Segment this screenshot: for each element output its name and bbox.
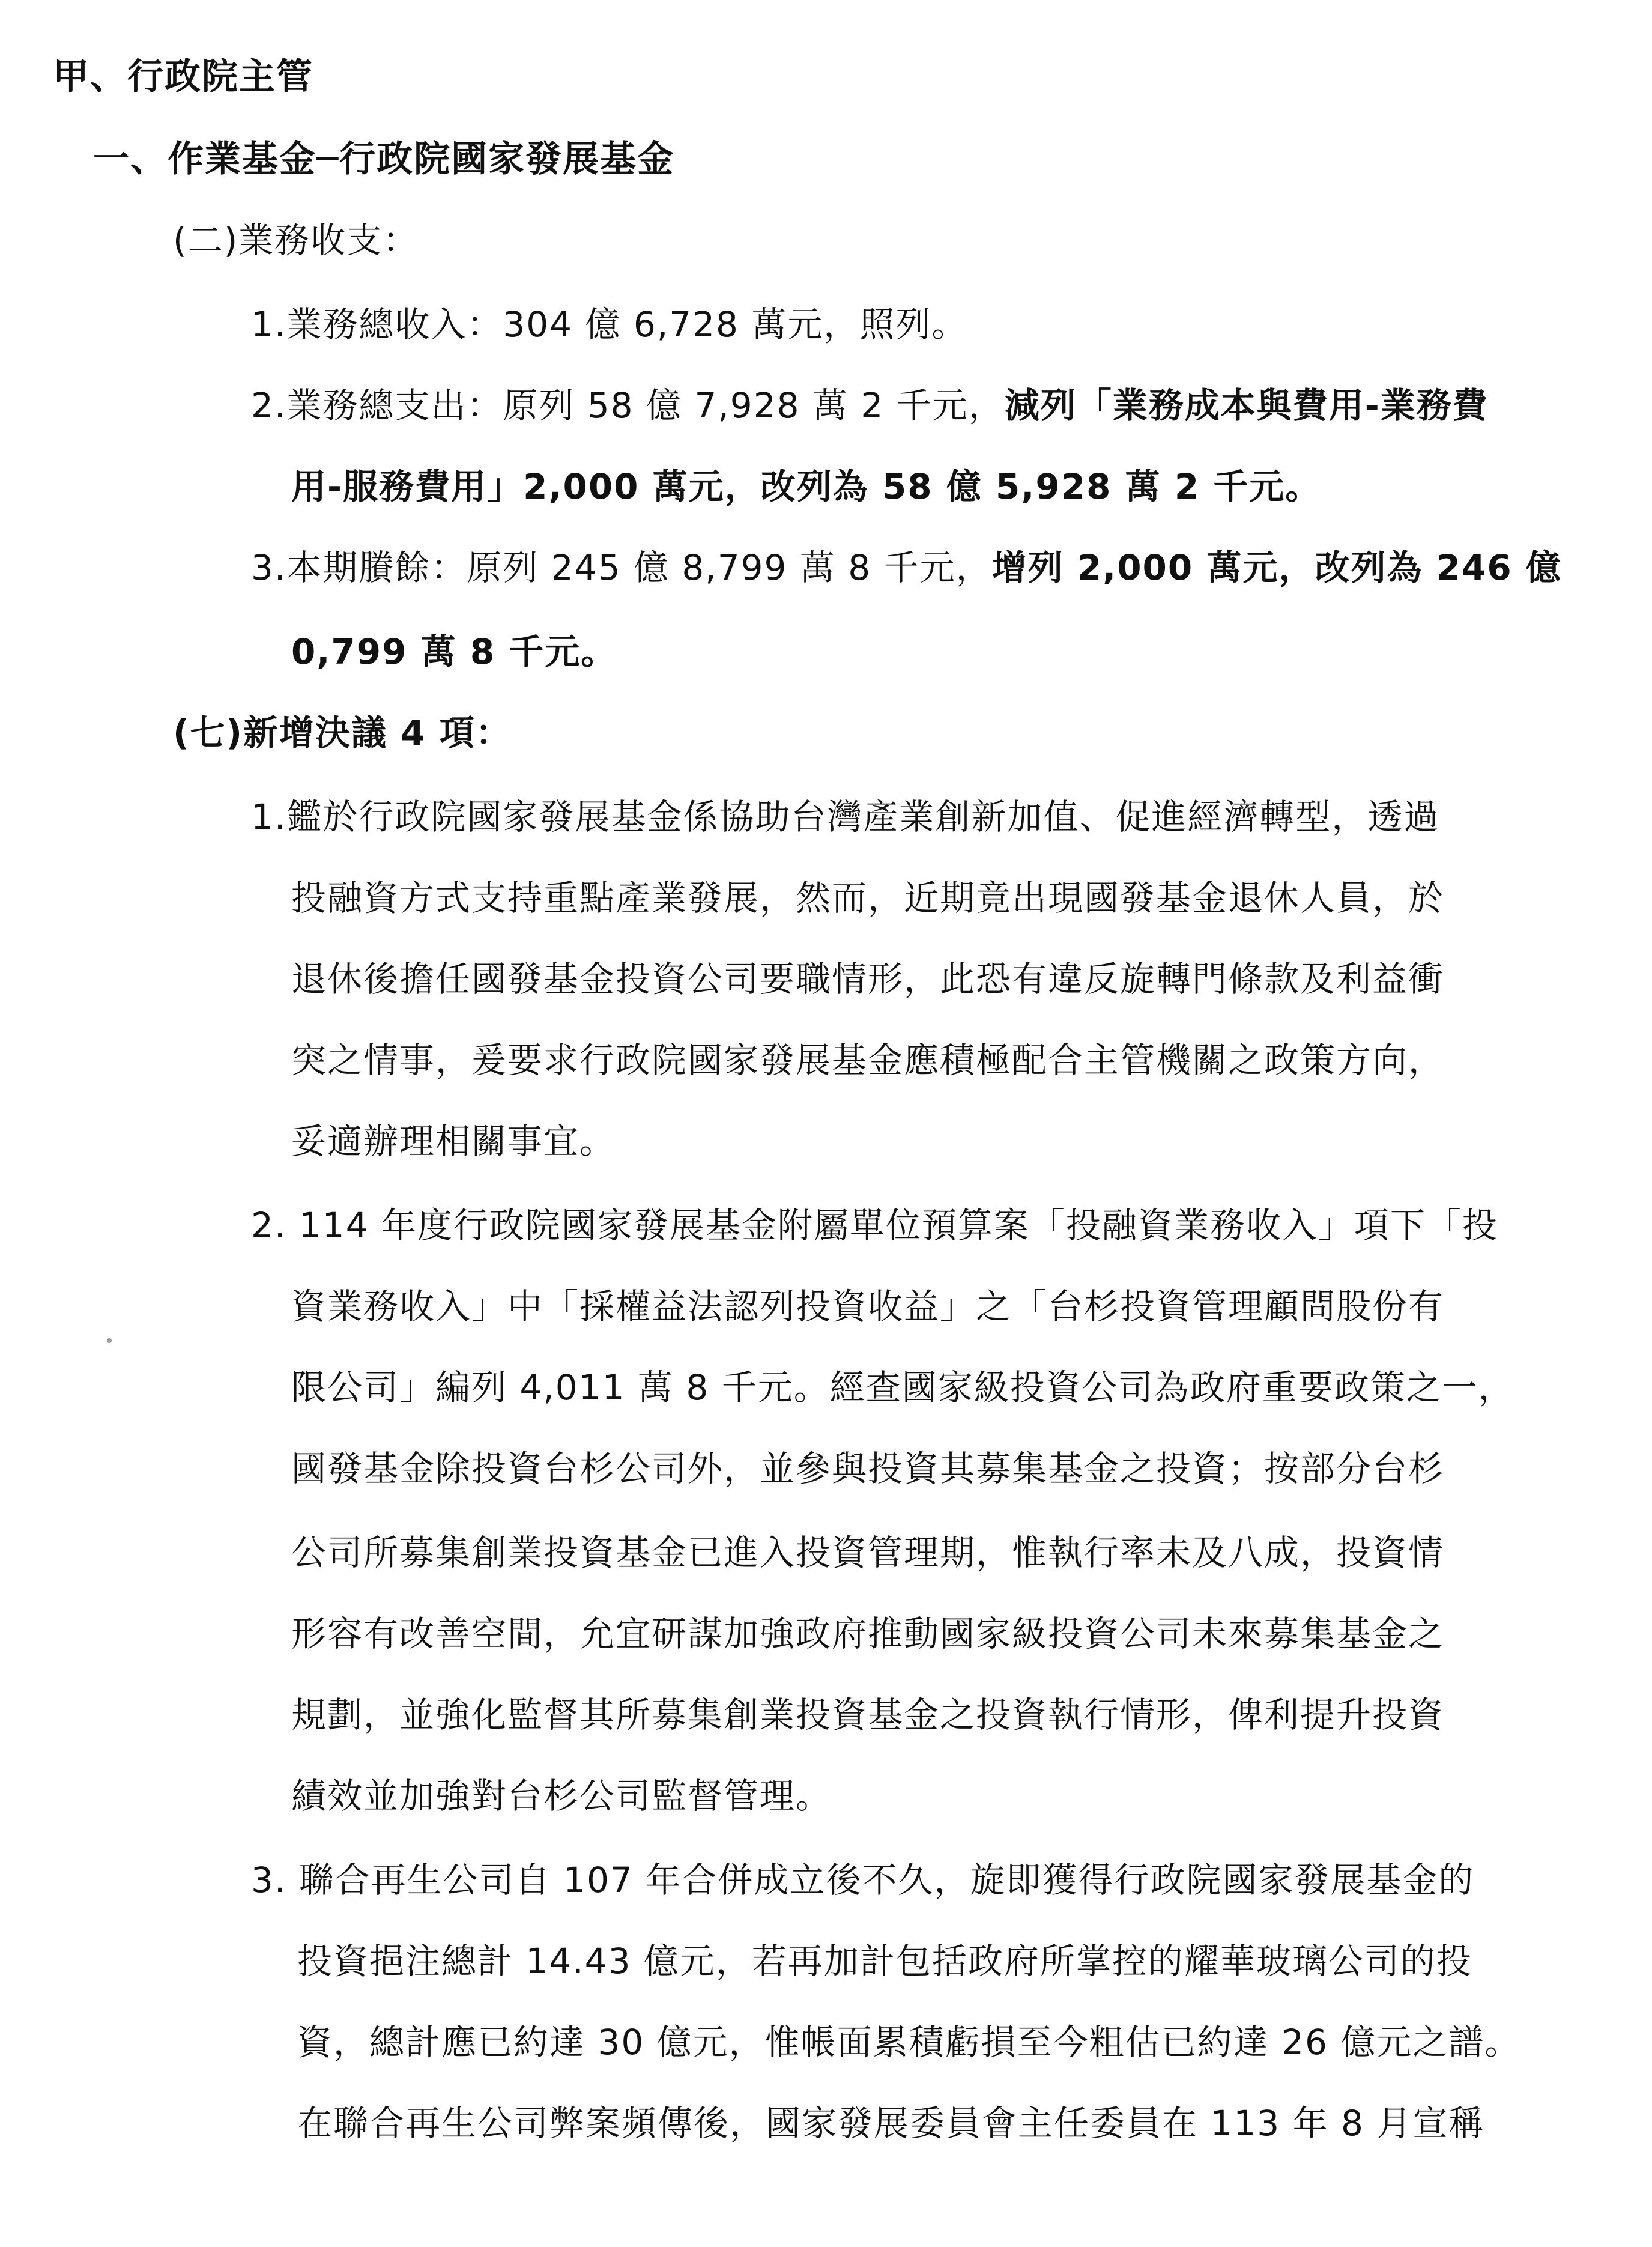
resolution-2-line: 形容有改善空間，允宜研謀加強政府推動國家級投資公司未來募集基金之: [291, 1613, 1445, 1654]
resolution-2-line: 2. 114 年度行政院國家發展基金附屬單位預算案「投融資業務收入」項下「投: [251, 1205, 1498, 1246]
resolution-3-line: 3. 聯合再生公司自 107 年合併成立後不久，旋即獲得行政院國家發展基金的: [251, 1860, 1475, 1900]
resolution-2-line: 限公司」編列 4,011 萬 8 千元。經查國家級投資公司為政府重要政策之一，: [291, 1367, 1514, 1408]
business-item-1: 1.業務總收入：304 億 6,728 萬元，照列。: [251, 304, 968, 345]
heading-agency: 甲、行政院主管: [53, 56, 313, 98]
resolution-3-line: 資，總計應已約達 30 億元，惟帳面累積虧損至今粗估已約達 26 億元之譜。: [297, 2022, 1521, 2063]
resolution-2-line: 國發基金除投資台杉公司外，並參與投資其募集基金之投資；按部分台杉: [291, 1448, 1445, 1489]
business-item-3-line-2: 0,799 萬 8 千元。: [291, 631, 617, 672]
section-resolutions-title: (七)新增決議 4 項：: [173, 712, 512, 753]
section-business-title: (二)業務收支：: [173, 220, 419, 261]
business-item-2-line-1: [251, 381, 1489, 429]
resolution-1-line: 1.鑑於行政院國家發展基金係協助台灣產業創新加值、促進經濟轉型，透過: [251, 796, 1440, 837]
scan-speck: [107, 1338, 112, 1343]
business-item-3-text: 3.本期賸餘：原列 245 億 8,799 萬 8 千元，: [251, 547, 992, 588]
business-item-3-line-1: [251, 544, 1562, 592]
resolution-2-line: 資業務收入」中「採權益法認列投資收益」之「台杉投資管理顧問股份有: [291, 1286, 1445, 1327]
business-item-2-text: 2.業務總支出：原列 58 億 7,928 萬 2 千元，: [251, 385, 1005, 426]
resolution-1-line: 投融資方式支持重點產業發展，然而，近期竟出現國發基金退休人員，於: [291, 878, 1445, 918]
resolution-3-line: 投資挹注總計 14.43 億元，若再加計包括政府所掌控的耀華玻璃公司的投: [297, 1941, 1472, 1982]
resolution-1-line: 突之情事，爰要求行政院國家發展基金應積極配合主管機關之政策方向，: [291, 1040, 1445, 1081]
business-item-2-emphasis: 減列「業務成本與費用-業務費: [1004, 385, 1489, 426]
heading-fund: 一、作業基金─行政院國家發展基金: [93, 138, 675, 180]
resolution-2-line: 績效並加強對台杉公司監督管理。: [291, 1775, 832, 1816]
resolution-2-line: 規劃，並強化監督其所募集創業投資基金之投資執行情形，俾利提升投資: [291, 1694, 1445, 1735]
resolution-2-line: 公司所募集創業投資基金已進入投資管理期，惟執行率未及八成，投資情: [291, 1532, 1445, 1573]
resolution-1-line: 退休後擔任國發基金投資公司要職情形，此恐有違反旋轉門條款及利益衝: [291, 959, 1445, 999]
resolution-3-line: 在聯合再生公司弊案頻傳後，國家發展委員會主任委員在 113 年 8 月宣稱: [297, 2103, 1485, 2144]
resolution-1-line: 妥適辦理相關事宜。: [291, 1121, 616, 1162]
business-item-2-line-2: 用-服務費用」2,000 萬元，改列為 58 億 5,928 萬 2 千元。: [291, 466, 1322, 507]
business-item-3-emphasis: 增列 2,000 萬元，改列為 246 億: [991, 547, 1562, 588]
